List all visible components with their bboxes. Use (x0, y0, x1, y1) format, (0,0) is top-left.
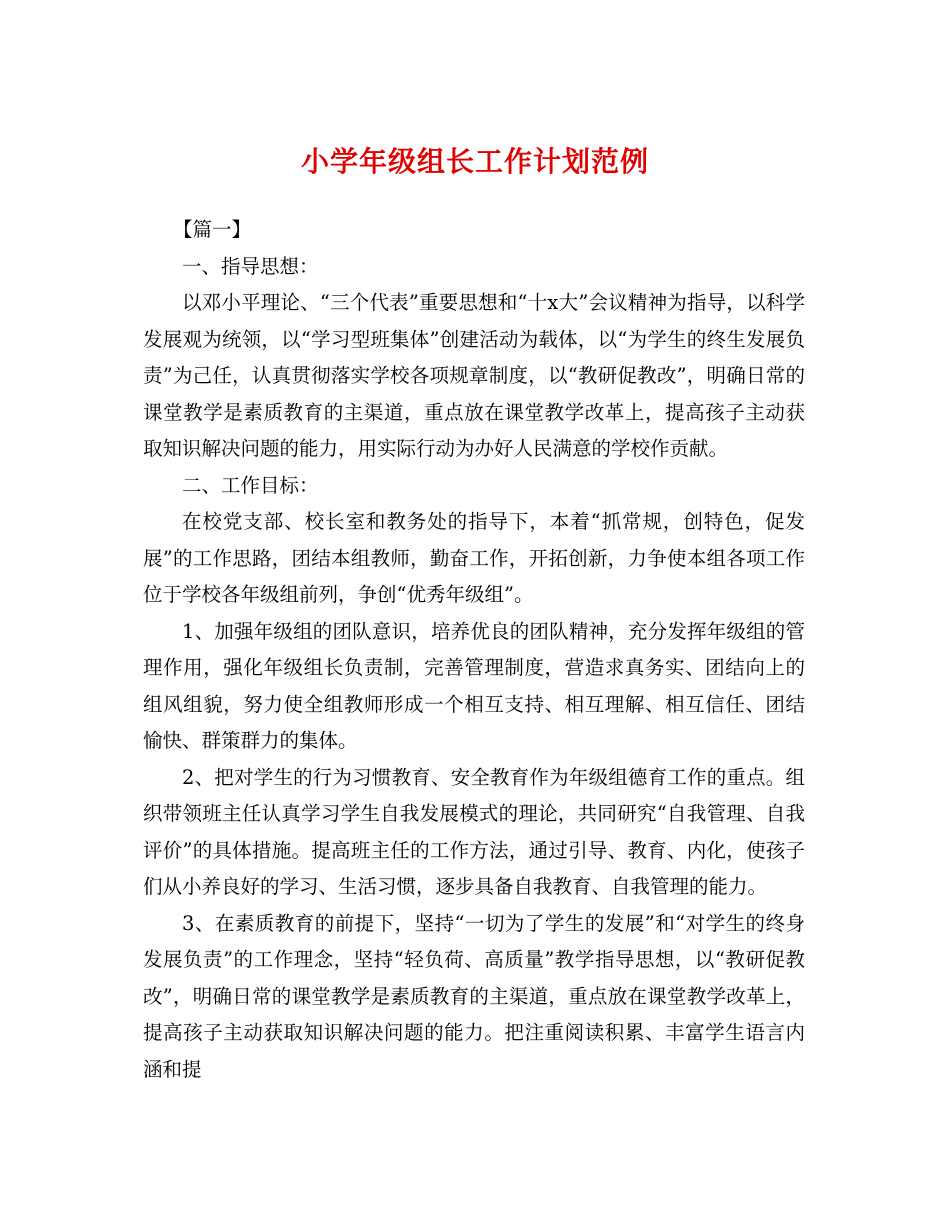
document-title: 小学年级组长工作计划范例 (300, 145, 649, 178)
document-body (143, 212, 805, 1088)
section-marker: 【篇一】 (173, 218, 252, 241)
section-heading-guiding-thought: 一、指导思想： (182, 254, 319, 278)
paragraph-item-2: 2、把对学生的行为习惯教育、安全教育作为年级组德育工作的重点。组织带领班主任认真学习学生自我发展模式的理论，共同研究“自我管理、自我评价”的具体措施。提高班主任的工作方法，通过引导、教育、内化，使孩子们从小养良好的学习、生活习惯，逐步具备自我教育、自我管理的能力。 (143, 765, 805, 898)
section-heading-work-goals: 二、工作目标： (182, 473, 319, 497)
paragraph-item-1: 1、加强年级组的团队意识，培养优良的团队精神，充分发挥年级组的管理作用，强化年级组长负责制，完善管理制度，营造求真务实、团结向上的组风组貌，努力使全组教师形成一个相互支持、相互理解、相互信任、团结愉快、群策群力的集体。 (143, 619, 805, 752)
paragraph-work-goals: 在校党支部、校长室和教务处的指导下，本着“抓常规，创特色，促发展”的工作思路，团结本组教师，勤奋工作，开拓创新，力争使本组各项工作位于学校各年级组前列，争创“优秀年级组”。 (143, 510, 805, 606)
paragraph-item-3: 3、在素质教育的前提下，坚持“一切为了学生的发展”和“对学生的终身发展负责”的工作理念，坚持“轻负荷、高质量”教学指导思想，以“教研促教改”，明确日常的课堂教学是素质教育的主渠道，重点放在课堂教学改革上，提高孩子主动获取知识解决问题的能力。把注重阅读积累、丰富学生语言内涵和提 (143, 911, 805, 1081)
paragraph-guiding-thought: 以邓小平理论、“三个代表”重要思想和“十x大”会议精神为指导，以科学发展观为统领，以“学习型班集体”创建活动为载体，以“为学生的终生发展负责”为己任，认真贯彻落实学校各项规章制度，以“教研促教改”，明确日常的课堂教学是素质教育的主渠道，重点放在课堂教学改革上，提高孩子主动获取知识解决问题的能力，用实际行动为办好人民满意的学校作贡献。 (143, 291, 805, 460)
